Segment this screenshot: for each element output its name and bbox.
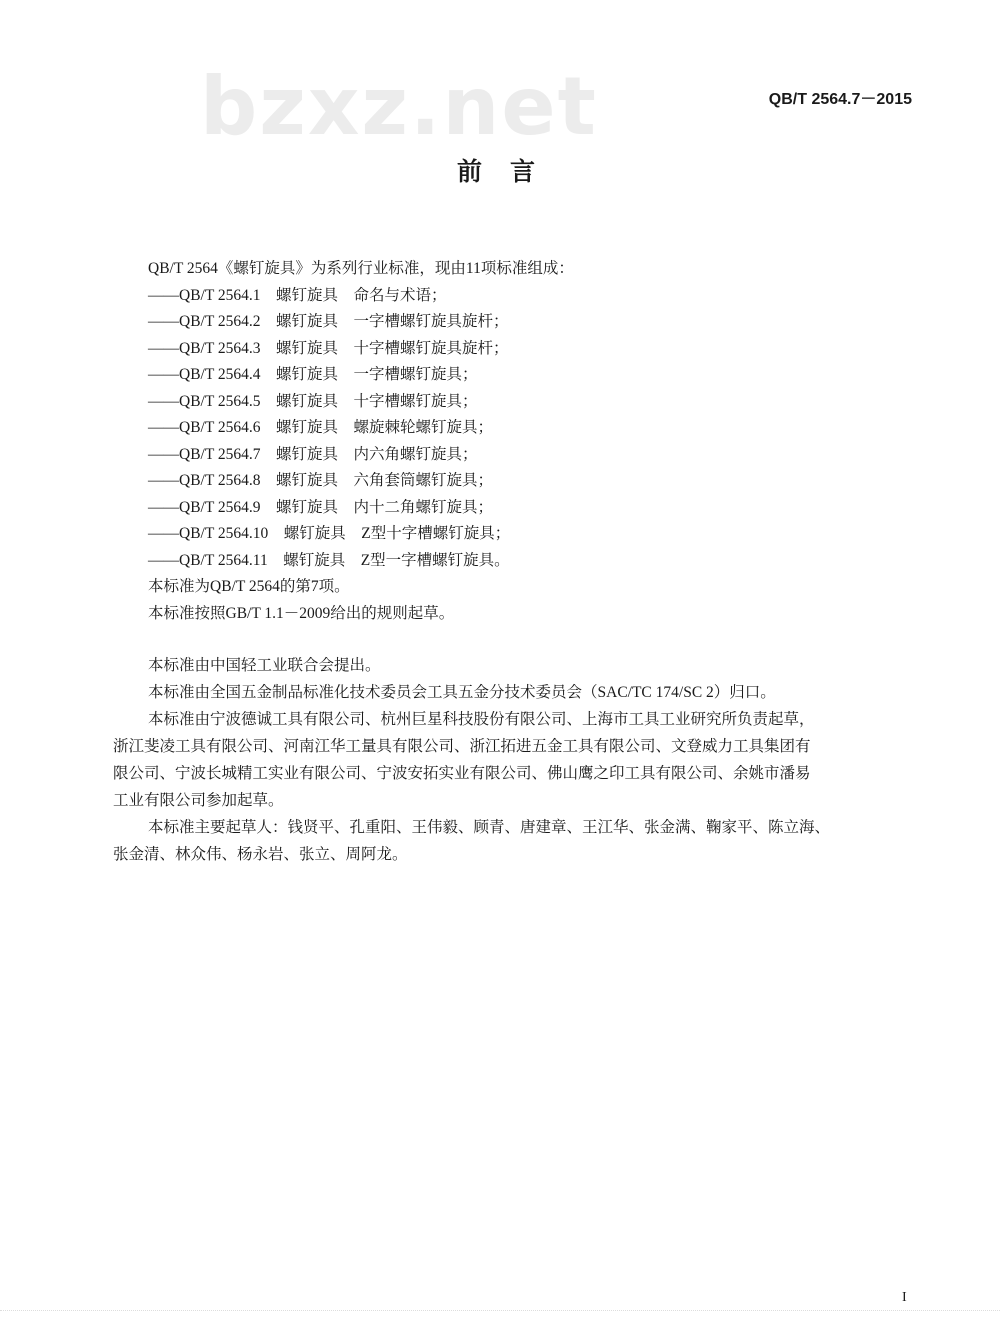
centralized-by: 本标准由全国五金制品标准化技术委员会工具五金分技术委员会（SAC/TC 174/SC 2）归口。 [148, 684, 776, 701]
drafting-orgs-line: 限公司、宁波长城精工实业有限公司、宁波安拓实业有限公司、佛山鹰之印工具有限公司、余姚市潘易 [113, 765, 811, 782]
drafting-orgs-line: 工业有限公司参加起草。 [113, 792, 284, 809]
part-item: ——QB/T 2564.9 螺钉旋具 内十二角螺钉旋具； [148, 499, 494, 516]
watermark: bzxz.net [200, 60, 598, 153]
proposed-by: 本标准由中国轻工业联合会提出。 [148, 657, 381, 674]
part-item: ——QB/T 2564.8 螺钉旋具 六角套筒螺钉旋具； [148, 472, 494, 489]
drafters-line: 张金清、林众伟、杨永岩、张立、周阿龙。 [113, 846, 408, 863]
item-note: 本标准为QB/T 2564的第7项。 [148, 578, 350, 595]
part-item: ——QB/T 2564.2 螺钉旋具 一字槽螺钉旋具旋杆； [148, 313, 509, 330]
part-item: ——QB/T 2564.1 螺钉旋具 命名与术语； [148, 287, 447, 304]
page-bottom-divider [0, 1310, 1000, 1311]
part-item: ——QB/T 2564.4 螺钉旋具 一字槽螺钉旋具； [148, 366, 478, 383]
standard-code-header: QB/T 2564.7－2015 [768, 91, 912, 108]
drafting-orgs-line: 本标准由宁波德诚工具有限公司、杭州巨星科技股份有限公司、上海市工具工业研究所负责起草， [148, 711, 815, 728]
part-item: ——QB/T 2564.5 螺钉旋具 十字槽螺钉旋具； [148, 393, 478, 410]
page-number: I [902, 1290, 907, 1305]
page-title: 前言 [456, 159, 563, 186]
drafting-rule: 本标准按照GB/T 1.1－2009给出的规则起草。 [148, 605, 455, 622]
part-item: ——QB/T 2564.11 螺钉旋具 Z型一字槽螺钉旋具。 [148, 552, 510, 569]
part-item: ——QB/T 2564.6 螺钉旋具 螺旋棘轮螺钉旋具； [148, 419, 494, 436]
part-item: ——QB/T 2564.10 螺钉旋具 Z型十字槽螺钉旋具； [148, 525, 511, 542]
part-item: ——QB/T 2564.7 螺钉旋具 内六角螺钉旋具； [148, 446, 478, 463]
part-item: ——QB/T 2564.3 螺钉旋具 十字槽螺钉旋具旋杆； [148, 340, 509, 357]
intro-text: QB/T 2564《螺钉旋具》为系列行业标准，现由11项标准组成： [148, 260, 574, 277]
drafters-line: 本标准主要起草人：钱贤平、孔重阳、王伟毅、顾青、唐建章、王江华、张金满、鞠家平、陈立海、 [148, 819, 831, 836]
drafting-orgs-line: 浙江斐凌工具有限公司、河南江华工量具有限公司、浙江拓进五金工具有限公司、文登威力工具集团有 [113, 738, 811, 755]
